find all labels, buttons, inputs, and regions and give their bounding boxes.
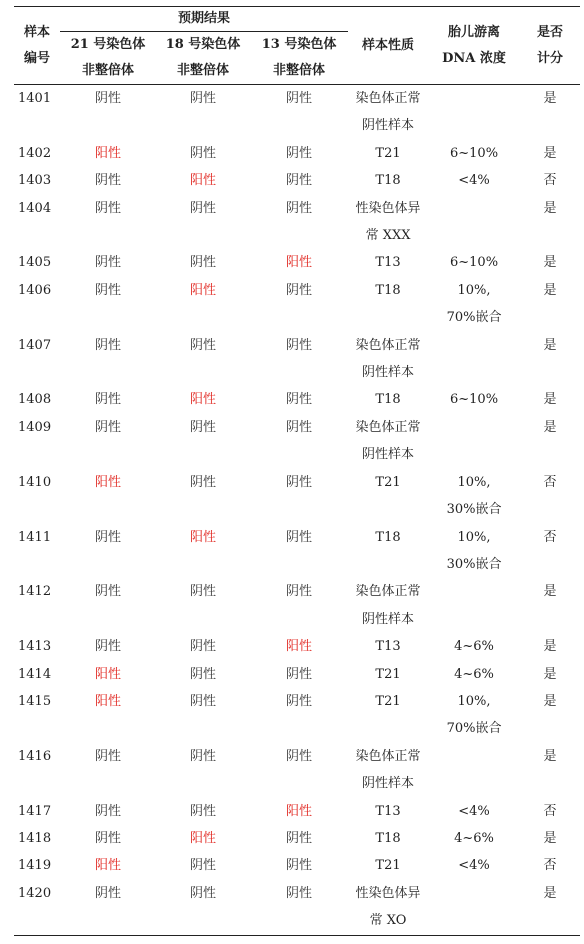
cell-result-c21: 阴性 — [94, 830, 121, 846]
cell-result-c21: 阴性 — [94, 255, 121, 271]
concentration-line: 10%, — [457, 529, 491, 545]
cell-dna-concentration — [428, 798, 520, 825]
cell-result-c21: 阴性 — [94, 337, 121, 353]
header-chr18: 18 号染色体 非整倍体 — [156, 32, 250, 85]
cell-result-c18: 阴性 — [189, 858, 216, 874]
cell-dna-concentration — [428, 524, 520, 579]
cell-dna-concentration — [428, 332, 520, 387]
concentration-line: 4~6% — [454, 830, 494, 846]
cell-counted: 是 — [543, 666, 557, 682]
table-row — [14, 825, 580, 852]
cell-result-c18: 阳性 — [189, 173, 216, 189]
nature-line: 阴性样本 — [362, 776, 415, 792]
cell-sample-id: 1401 — [18, 91, 52, 106]
table-row — [14, 661, 580, 688]
nature-line: 染色体正常 — [355, 337, 421, 353]
cell-result-c13: 阴性 — [286, 419, 313, 435]
cell-sample-id: 1415 — [18, 693, 52, 709]
cell-result-c21: 阴性 — [94, 173, 121, 189]
cell-result-c13: 阴性 — [286, 337, 313, 353]
nature-line: 常 XXX — [365, 228, 411, 244]
cell-result-c13: 阴性 — [286, 173, 313, 189]
cell-counted: 是 — [520, 880, 580, 935]
cell-sample-nature — [348, 167, 428, 194]
nature-line: T21 — [375, 693, 401, 709]
cell-result-c21: 阴性 — [94, 803, 121, 819]
table-row — [14, 633, 580, 660]
cell-result-c13: 阴性 — [286, 392, 313, 408]
cell-result-c13: 阴性 — [286, 282, 313, 298]
concentration-line: 70%嵌合 — [446, 721, 502, 737]
cell-sample-nature — [348, 661, 428, 688]
table-row — [14, 578, 580, 633]
cell-result-c18: 阴性 — [189, 639, 216, 655]
nature-line: T21 — [375, 666, 401, 682]
cell-dna-concentration — [428, 249, 520, 276]
cell-sample-id: 1402 — [18, 145, 52, 161]
concentration-line: 6~10% — [450, 255, 499, 271]
nature-line: T13 — [375, 639, 401, 655]
cell-sample-id: 1412 — [18, 584, 52, 600]
cell-result-c18: 阳性 — [189, 529, 216, 545]
cell-counted: 是 — [543, 693, 557, 709]
cell-result-c21: 阴性 — [94, 282, 121, 298]
cell-sample-id: 1406 — [18, 282, 52, 298]
nature-line: 阴性样本 — [362, 611, 415, 627]
cell-result-c21: 阴性 — [94, 639, 121, 655]
concentration-line: 10%, — [457, 693, 491, 709]
cell-counted: 是 — [543, 255, 557, 271]
concentration-line: <4% — [458, 858, 490, 874]
cell-sample-nature — [348, 85, 428, 140]
table-body — [14, 85, 580, 936]
table-row — [14, 469, 580, 524]
cell-sample-id: 1408 — [18, 392, 52, 408]
cell-dna-concentration — [428, 688, 520, 743]
nature-line: 染色体正常 — [355, 419, 421, 435]
cell-sample-id: 1411 — [18, 529, 52, 545]
cell-result-c18: 阳性 — [189, 830, 216, 846]
cell-counted: 否 — [543, 858, 557, 874]
cell-sample-id: 1414 — [18, 666, 52, 682]
cell-result-c21: 阴性 — [94, 200, 121, 216]
cell-result-c18: 阴性 — [189, 748, 216, 764]
table-row — [14, 852, 580, 879]
concentration-line: 6~10% — [450, 392, 499, 408]
cell-result-c21: 阴性 — [60, 880, 156, 935]
cell-result-c13: 阴性 — [286, 830, 313, 846]
cell-counted: 是 — [543, 282, 557, 298]
cell-sample-nature — [348, 825, 428, 852]
cell-sample-id: 1404 — [18, 200, 52, 216]
cell-result-c13: 阳性 — [286, 255, 313, 271]
nature-line: T18 — [375, 392, 401, 408]
nature-line: T21 — [375, 474, 401, 490]
cell-sample-id: 1409 — [18, 419, 52, 435]
nature-line: 阴性样本 — [362, 447, 415, 463]
nature-line: 染色体正常 — [355, 748, 421, 764]
cell-result-c18: 阴性 — [189, 200, 216, 216]
nature-line: T18 — [375, 282, 401, 298]
header-dna-concentration: 胎儿游离 DNA 浓度 — [428, 7, 520, 85]
cell-dna-concentration — [428, 852, 520, 879]
cell-result-c21: 阴性 — [94, 584, 121, 600]
cell-sample-id: 1417 — [18, 803, 52, 819]
cell-sample-nature — [348, 414, 428, 469]
cell-counted: 否 — [543, 474, 557, 490]
cell-dna-concentration — [428, 661, 520, 688]
cell-sample-nature — [348, 743, 428, 798]
cell-dna-concentration — [428, 880, 520, 935]
nature-line: T13 — [375, 803, 401, 819]
cell-result-c13: 阴性 — [286, 693, 313, 709]
table-row — [14, 880, 580, 935]
table-row — [14, 798, 580, 825]
table-row — [14, 414, 580, 469]
cell-counted: 是 — [543, 830, 557, 846]
cell-dna-concentration — [428, 140, 520, 167]
nature-line: T18 — [375, 173, 401, 189]
cell-sample-nature — [348, 633, 428, 660]
concentration-line: 70%嵌合 — [446, 310, 502, 326]
cell-result-c13: 阴性 — [286, 474, 313, 490]
header-sample-id: 样本 编号 — [14, 7, 60, 85]
cell-result-c18: 阴性 — [189, 145, 216, 161]
concentration-line: <4% — [458, 803, 490, 819]
cell-result-c21: 阳性 — [94, 666, 121, 682]
concentration-line: <4% — [458, 173, 490, 189]
header-sample-nature: 样本性质 — [348, 7, 428, 85]
cell-result-c13: 阴性 — [286, 529, 313, 545]
cell-sample-id: 1405 — [18, 255, 52, 271]
cell-dna-concentration — [428, 195, 520, 250]
cell-dna-concentration — [428, 167, 520, 194]
table-row — [14, 386, 580, 413]
cell-result-c18: 阴性 — [189, 666, 216, 682]
cell-sample-id: 1420 — [14, 880, 60, 935]
table-row — [14, 140, 580, 167]
cell-counted: 是 — [543, 419, 557, 435]
cell-dna-concentration — [428, 386, 520, 413]
cell-dna-concentration — [428, 469, 520, 524]
table-row — [14, 277, 580, 332]
table-row — [14, 195, 580, 250]
concentration-line: 30%嵌合 — [446, 556, 502, 572]
nature-line: 常 XO — [369, 913, 407, 929]
results-table — [14, 6, 580, 936]
cell-counted: 否 — [543, 803, 557, 819]
cell-result-c21: 阳性 — [94, 858, 121, 874]
header-chr13: 13 号染色体 非整倍体 — [250, 32, 348, 85]
cell-result-c13: 阴性 — [250, 880, 348, 935]
table-row — [14, 332, 580, 387]
cell-result-c18: 阳性 — [189, 282, 216, 298]
cell-dna-concentration — [428, 633, 520, 660]
cell-result-c18: 阴性 — [189, 693, 216, 709]
cell-counted: 是 — [543, 200, 557, 216]
concentration-line: 4~6% — [454, 666, 494, 682]
cell-sample-nature — [348, 852, 428, 879]
cell-dna-concentration — [428, 414, 520, 469]
concentration-line: 6~10% — [450, 145, 499, 161]
cell-result-c21: 阴性 — [94, 419, 121, 435]
nature-line: T18 — [375, 529, 401, 545]
cell-dna-concentration — [428, 743, 520, 798]
cell-result-c18: 阳性 — [189, 392, 216, 408]
cell-result-c21: 阴性 — [94, 91, 121, 106]
cell-result-c21: 阴性 — [94, 529, 121, 545]
table-row — [14, 167, 580, 194]
cell-result-c21: 阴性 — [94, 392, 121, 408]
cell-result-c18: 阴性 — [189, 255, 216, 271]
concentration-line: 10%, — [457, 474, 491, 490]
cell-dna-concentration — [428, 578, 520, 633]
cell-result-c18: 阴性 — [189, 91, 216, 106]
cell-result-c21: 阳性 — [94, 474, 121, 490]
cell-sample-id: 1407 — [18, 337, 52, 353]
cell-result-c13: 阴性 — [286, 858, 313, 874]
cell-result-c21: 阴性 — [94, 748, 121, 764]
cell-result-c21: 阳性 — [94, 145, 121, 161]
cell-sample-nature — [348, 277, 428, 332]
cell-sample-nature — [348, 140, 428, 167]
cell-dna-concentration — [428, 85, 520, 140]
cell-result-c13: 阴性 — [286, 584, 313, 600]
cell-result-c18: 阴性 — [189, 337, 216, 353]
cell-result-c21: 阳性 — [94, 693, 121, 709]
cell-sample-nature — [348, 249, 428, 276]
cell-sample-nature — [348, 332, 428, 387]
cell-sample-nature — [348, 578, 428, 633]
cell-result-c13: 阴性 — [286, 200, 313, 216]
cell-counted: 是 — [543, 392, 557, 408]
cell-result-c13: 阴性 — [286, 748, 313, 764]
cell-sample-id: 1403 — [18, 173, 52, 189]
cell-result-c13: 阳性 — [286, 803, 313, 819]
cell-result-c18: 阴性 — [189, 803, 216, 819]
header-expected-results: 预期结果 — [60, 7, 348, 32]
cell-result-c18: 阴性 — [189, 584, 216, 600]
table-row — [14, 743, 580, 798]
nature-line: T18 — [375, 830, 401, 846]
cell-counted: 是 — [543, 584, 557, 600]
cell-sample-id: 1410 — [18, 474, 52, 490]
cell-result-c18: 阴性 — [156, 880, 250, 935]
cell-counted: 是 — [543, 91, 557, 106]
nature-line: T21 — [375, 145, 401, 161]
cell-sample-id: 1413 — [18, 639, 52, 655]
cell-sample-id: 1416 — [18, 748, 52, 764]
concentration-line: 10%, — [457, 282, 491, 298]
nature-line: T21 — [375, 858, 401, 874]
cell-sample-id: 1419 — [18, 858, 52, 874]
cell-sample-nature — [348, 880, 428, 935]
cell-result-c18: 阴性 — [189, 419, 216, 435]
cell-counted: 否 — [543, 173, 557, 189]
cell-dna-concentration — [428, 825, 520, 852]
cell-sample-nature — [348, 386, 428, 413]
cell-result-c13: 阳性 — [286, 639, 313, 655]
cell-sample-nature — [348, 688, 428, 743]
table-row — [14, 249, 580, 276]
cell-counted: 是 — [543, 145, 557, 161]
cell-counted: 是 — [543, 639, 557, 655]
nature-line: 性染色体异 — [355, 200, 421, 216]
cell-counted: 否 — [543, 529, 557, 545]
cell-sample-nature — [348, 524, 428, 579]
cell-result-c18: 阴性 — [189, 474, 216, 490]
nature-line: T13 — [375, 255, 401, 271]
nature-line: 染色体正常 — [355, 584, 421, 600]
cell-dna-concentration — [428, 277, 520, 332]
header-counted: 是否 计分 — [520, 7, 580, 85]
table-row — [14, 85, 580, 140]
cell-sample-nature — [348, 469, 428, 524]
nature-line: 阴性样本 — [362, 118, 415, 134]
cell-result-c13: 阴性 — [286, 666, 313, 682]
cell-sample-nature — [348, 798, 428, 825]
nature-line: 染色体正常 — [355, 91, 421, 106]
table-row — [14, 688, 580, 743]
cell-sample-nature — [348, 195, 428, 250]
cell-counted: 是 — [543, 337, 557, 353]
cell-sample-id: 1418 — [18, 830, 52, 846]
concentration-line: 4~6% — [454, 639, 494, 655]
table-row — [14, 524, 580, 579]
cell-result-c13: 阴性 — [286, 145, 313, 161]
cell-result-c13: 阴性 — [286, 91, 313, 106]
concentration-line: 30%嵌合 — [446, 502, 502, 518]
nature-line: 阴性样本 — [362, 365, 415, 381]
table-header — [14, 7, 580, 85]
nature-line: 性染色体异 — [355, 885, 421, 901]
cell-counted: 是 — [543, 748, 557, 764]
header-chr21: 21 号染色体 非整倍体 — [60, 32, 156, 85]
